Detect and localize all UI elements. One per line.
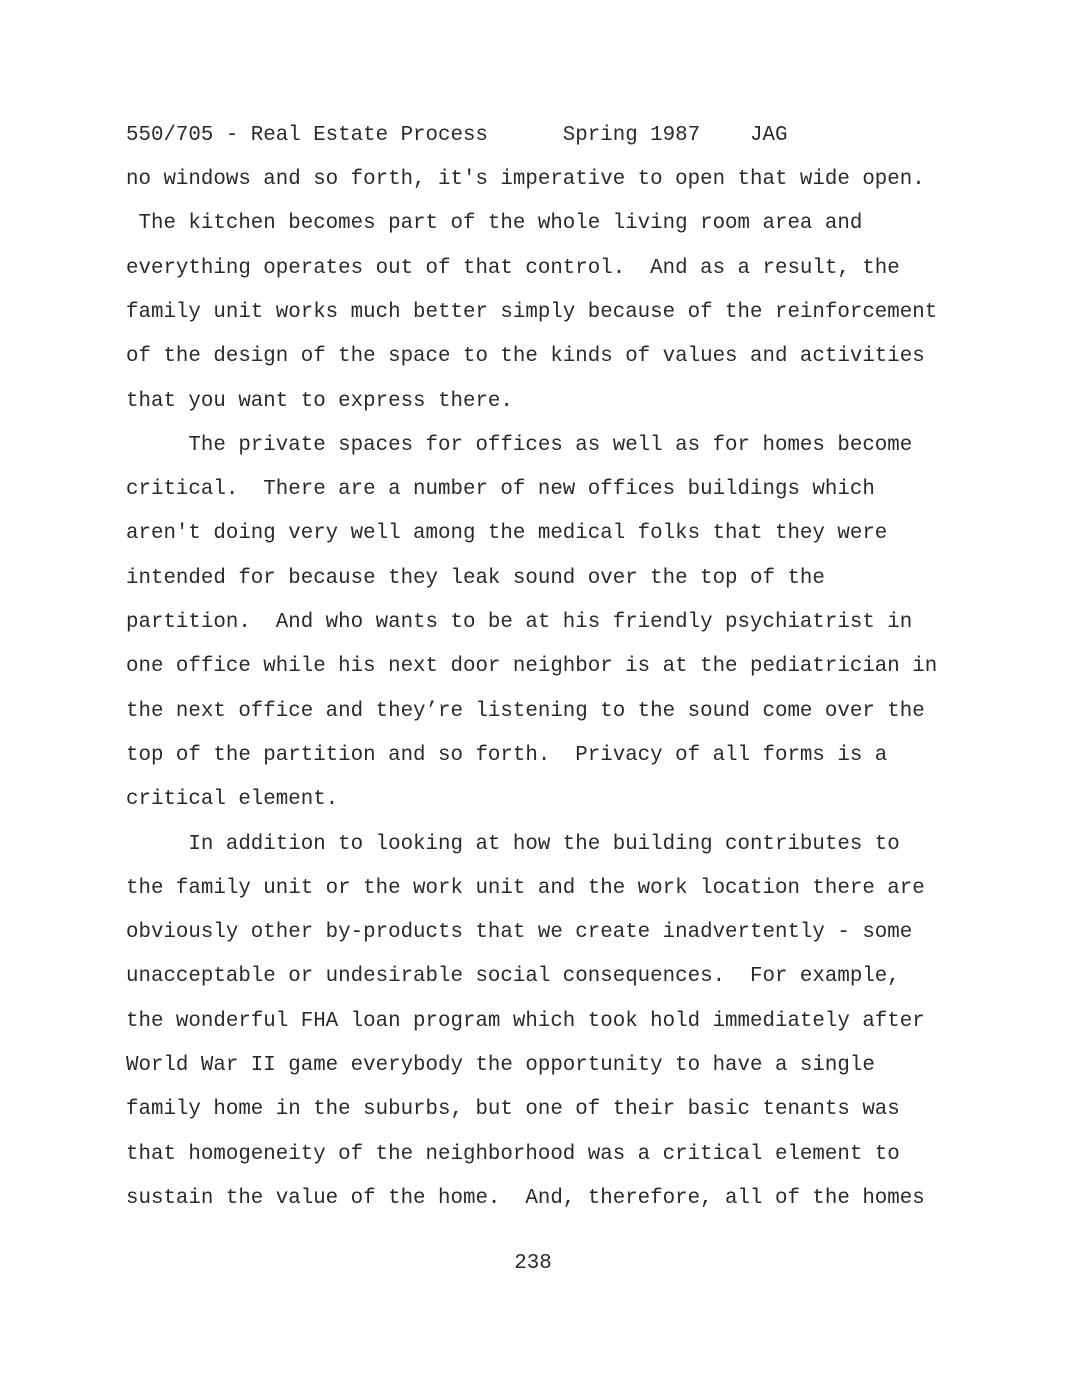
body-line: unacceptable or undesirable social consequences. For example, [126, 965, 900, 989]
body-line: family unit works much better simply because of the reinforcement [126, 300, 938, 324]
body-line: The private spaces for offices as well as for homes become [126, 433, 913, 457]
body-line: that you want to express there. [126, 389, 513, 413]
body-line: the next office and they’re listening to the sound come over the [126, 699, 925, 723]
page-number: 238 [514, 1252, 552, 1275]
body-line: critical element. [126, 788, 339, 812]
body-line: The kitchen becomes part of the whole living room area and [126, 212, 863, 236]
body-line: critical. There are a number of new offices buildings which [126, 478, 875, 502]
body-line: In addition to looking at how the building contributes to [126, 832, 900, 856]
body-line: everything operates out of that control. And as a result, the [126, 256, 900, 280]
body-line: intended for because they leak sound over the top of the [126, 566, 825, 590]
body-line: that homogeneity of the neighborhood was a critical element to [126, 1142, 900, 1166]
page-header: 550/705 - Real Estate Process Spring 1987 JAG [126, 124, 788, 147]
body-line: the wonderful FHA loan program which took hold immediately after [126, 1009, 925, 1033]
body-line: World War II game everybody the opportunity to have a single [126, 1054, 875, 1077]
body-line: obviously other by-products that we create inadvertently - some [126, 921, 913, 945]
body-line: the family unit or the work unit and the work location there are [126, 876, 925, 900]
body-line: of the design of the space to the kinds of values and activities [126, 345, 925, 369]
body-line: top of the partition and so forth. Privacy of all forms is a [126, 743, 888, 767]
body-line: partition. And who wants to be at his friendly psychiatrist in [126, 611, 913, 634]
body-line: aren't doing very well among the medical folks that they were [126, 522, 888, 546]
body-line: sustain the value of the home. And, therefore, all of the homes [126, 1186, 925, 1210]
body-line: family home in the suburbs, but one of their basic tenants was [126, 1098, 900, 1122]
body-line: no windows and so forth, it's imperative to open that wide open. [126, 168, 925, 191]
body-line: one office while his next door neighbor is at the pediatrician in [126, 655, 938, 679]
